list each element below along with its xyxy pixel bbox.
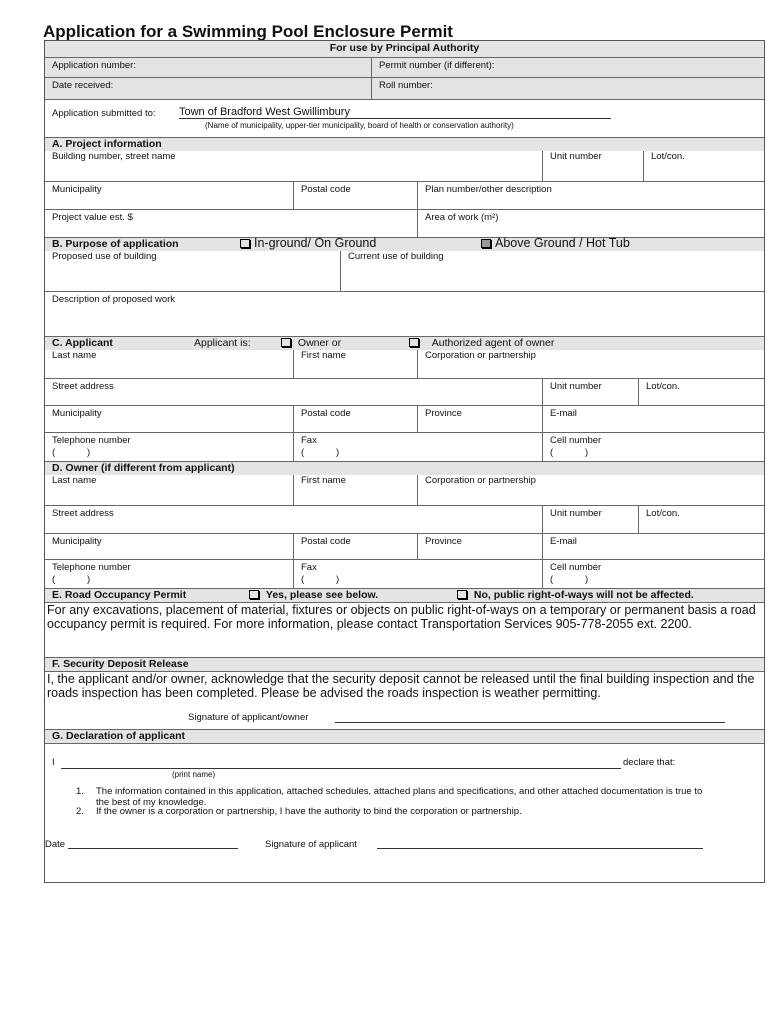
declaration-item-2: If the owner is a corporation or partnership, I have the authority to bind the corporation or partnership. bbox=[96, 806, 522, 817]
c-row-3 bbox=[45, 405, 764, 432]
d-fax-paren-open: ( bbox=[301, 574, 305, 585]
submitted-to-note: (Name of municipality, upper-tier municipality, board of health or conservation authority) bbox=[205, 121, 514, 130]
d-street-address-field[interactable]: Street address bbox=[52, 508, 114, 519]
road-no-option[interactable] bbox=[457, 589, 694, 601]
d-fax-paren-close: ) bbox=[336, 574, 340, 585]
agent-label: Authorized agent of owner bbox=[431, 337, 555, 349]
d-fax-field[interactable] bbox=[293, 560, 542, 588]
applicant-signature-label: Signature of applicant bbox=[265, 839, 357, 850]
c-lot-con-field[interactable]: Lot/con. bbox=[638, 379, 764, 405]
page-title: Application for a Swimming Pool Enclosure Permit bbox=[43, 22, 453, 41]
a-municipality-field[interactable]: Municipality bbox=[52, 184, 102, 195]
section-g-heading: G. Declaration of applicant bbox=[52, 730, 186, 742]
a-lot-con-field[interactable]: Lot/con. bbox=[643, 151, 764, 181]
inground-checkbox[interactable] bbox=[240, 239, 250, 248]
d-row-4 bbox=[45, 559, 764, 588]
security-signature-line[interactable] bbox=[335, 713, 725, 723]
authority-row-2 bbox=[45, 77, 764, 99]
c-telephone-paren-close: ) bbox=[87, 447, 91, 458]
road-no-label: No, public right-of-ways will not be affected. bbox=[473, 589, 694, 601]
c-street-address-field[interactable]: Street address bbox=[52, 381, 114, 392]
authority-header bbox=[45, 41, 764, 57]
security-signature-label: Signature of applicant/owner bbox=[188, 712, 309, 723]
section-d-heading: D. Owner (if different from applicant) bbox=[52, 462, 235, 474]
section-b-heading: B. Purpose of application bbox=[52, 238, 179, 250]
c-province-field[interactable]: Province bbox=[417, 406, 542, 432]
section-c-header bbox=[45, 336, 764, 350]
d-municipality-field[interactable]: Municipality bbox=[52, 536, 102, 547]
print-name-note: (print name) bbox=[172, 770, 216, 779]
c-last-name-field[interactable]: Last name bbox=[52, 350, 97, 361]
c-row-4 bbox=[45, 432, 764, 461]
c-municipality-field[interactable]: Municipality bbox=[52, 408, 102, 419]
date-label: Date bbox=[45, 839, 66, 850]
d-telephone-label: Telephone number bbox=[52, 562, 131, 573]
application-number-field[interactable]: Application number: bbox=[52, 60, 136, 71]
section-e-heading: E. Road Occupancy Permit bbox=[52, 589, 187, 601]
proposed-use-field[interactable]: Proposed use of building bbox=[52, 251, 157, 262]
section-c-heading: C. Applicant bbox=[52, 337, 113, 349]
inground-option[interactable] bbox=[240, 236, 376, 250]
a-row-2 bbox=[45, 181, 764, 209]
d-cell-paren-open: ( bbox=[550, 574, 554, 585]
d-last-name-field[interactable]: Last name bbox=[52, 475, 97, 486]
d-row-3 bbox=[45, 533, 764, 559]
c-corporation-field[interactable]: Corporation or partnership bbox=[417, 350, 764, 378]
d-province-field[interactable]: Province bbox=[417, 534, 542, 559]
agent-checkbox[interactable] bbox=[409, 338, 419, 347]
applicant-signature-line[interactable] bbox=[377, 837, 703, 849]
c-row-1 bbox=[45, 350, 764, 378]
submitted-to-field[interactable] bbox=[179, 106, 611, 119]
d-fax-label: Fax bbox=[301, 562, 317, 573]
a-row-1 bbox=[45, 151, 764, 181]
c-cell-paren-open: ( bbox=[550, 447, 554, 458]
date-line[interactable] bbox=[68, 837, 238, 849]
b-row-1 bbox=[45, 251, 764, 291]
d-unit-number-field[interactable]: Unit number bbox=[542, 506, 638, 533]
road-text-row bbox=[45, 602, 764, 657]
c-row-2 bbox=[45, 378, 764, 405]
owner-option[interactable] bbox=[281, 337, 341, 349]
c-fax-paren-close: ) bbox=[336, 447, 340, 458]
a-postal-code-field[interactable]: Postal code bbox=[293, 182, 417, 209]
above-ground-label: Above Ground / Hot Tub bbox=[495, 236, 630, 250]
d-telephone-paren-close: ) bbox=[87, 574, 91, 585]
d-corporation-field[interactable]: Corporation or partnership bbox=[417, 475, 764, 505]
authority-row-1 bbox=[45, 57, 764, 77]
d-telephone-paren-open: ( bbox=[52, 574, 56, 585]
d-cell-field[interactable] bbox=[542, 560, 764, 588]
above-ground-checkbox[interactable] bbox=[481, 239, 491, 248]
section-b-header bbox=[45, 237, 764, 251]
a-unit-number-field[interactable]: Unit number bbox=[542, 151, 643, 181]
date-received-field[interactable]: Date received: bbox=[52, 80, 114, 91]
c-fax-field[interactable] bbox=[293, 433, 542, 461]
security-deposit-text: I, the applicant and/or owner, acknowledge that the security deposit cannot be released until the final building inspection and the roads inspection has been completed. Please be advised the roads inspection is weather permitting. bbox=[47, 672, 755, 700]
declare-that-label: declare that: bbox=[623, 757, 676, 768]
road-yes-checkbox[interactable] bbox=[249, 590, 259, 599]
submitted-to-value: Town of Bradford West Gwillimbury bbox=[179, 106, 350, 118]
inground-label: In-ground/ On Ground bbox=[254, 236, 377, 250]
applicant-is-label: Applicant is: bbox=[194, 337, 251, 349]
roll-number-field[interactable]: Roll number: bbox=[371, 78, 764, 99]
c-telephone-field[interactable] bbox=[45, 433, 293, 461]
permit-number-field[interactable]: Permit number (if different): bbox=[371, 58, 764, 77]
d-first-name-field[interactable]: First name bbox=[293, 475, 417, 505]
c-cell-label: Cell number bbox=[550, 435, 602, 446]
agent-option[interactable] bbox=[409, 337, 554, 349]
d-telephone-field[interactable] bbox=[45, 560, 293, 588]
d-postal-code-field[interactable]: Postal code bbox=[293, 534, 417, 559]
d-cell-paren-close: ) bbox=[585, 574, 589, 585]
c-cell-field[interactable] bbox=[542, 433, 764, 461]
section-e-header bbox=[45, 588, 764, 602]
current-use-field[interactable]: Current use of building bbox=[340, 251, 764, 291]
item-2-number: 2. bbox=[76, 806, 84, 817]
print-name-line[interactable] bbox=[61, 755, 621, 769]
c-email-field[interactable]: E-mail bbox=[542, 406, 764, 432]
above-ground-option[interactable] bbox=[481, 236, 630, 250]
c-unit-number-field[interactable]: Unit number bbox=[542, 379, 638, 405]
d-row-2 bbox=[45, 505, 764, 533]
section-f-header bbox=[45, 657, 764, 671]
c-fax-paren-open: ( bbox=[301, 447, 305, 458]
road-yes-label: Yes, please see below. bbox=[265, 589, 379, 601]
item-1-number: 1. bbox=[76, 786, 84, 797]
section-g-header bbox=[45, 729, 764, 743]
project-value-field[interactable]: Project value est. $ bbox=[52, 212, 133, 223]
c-telephone-paren-open: ( bbox=[52, 447, 56, 458]
owner-label: Owner or bbox=[297, 337, 342, 349]
c-fax-label: Fax bbox=[301, 435, 317, 446]
d-lot-con-field[interactable]: Lot/con. bbox=[638, 506, 764, 533]
b-row-2 bbox=[45, 291, 764, 336]
d-email-field[interactable]: E-mail bbox=[542, 534, 764, 559]
c-telephone-label: Telephone number bbox=[52, 435, 131, 446]
section-f-heading: F. Security Deposit Release bbox=[52, 658, 189, 670]
declaration-item-1: The information contained in this application, attached schedules, attached plans and specifications, and other attached documentation is true to the best of my knowledge. bbox=[96, 786, 703, 808]
declaration-i-label: I bbox=[52, 757, 55, 768]
security-text-row bbox=[45, 671, 764, 729]
submitted-to-label: Application submitted to: bbox=[52, 108, 156, 119]
submitted-to-row bbox=[45, 99, 764, 137]
plan-number-field[interactable]: Plan number/other description bbox=[417, 182, 764, 209]
d-row-1 bbox=[45, 475, 764, 505]
c-first-name-field[interactable]: First name bbox=[293, 350, 417, 378]
area-of-work-field[interactable]: Area of work (m²) bbox=[417, 210, 764, 237]
road-occupancy-text: For any excavations, placement of material, fixtures or objects on public right-of-ways on a temporary or permanent basis a road occupancy permit is required. For more information, please contact Transportation Services 905-778-2055 ext. 2200. bbox=[47, 603, 756, 631]
declaration-row bbox=[45, 743, 764, 882]
road-no-checkbox[interactable] bbox=[457, 590, 467, 599]
c-cell-paren-close: ) bbox=[585, 447, 589, 458]
authority-header-label: For use by Principal Authority bbox=[329, 42, 480, 54]
permit-form bbox=[44, 40, 765, 883]
description-field[interactable]: Description of proposed work bbox=[52, 294, 176, 305]
section-a-header bbox=[45, 137, 764, 151]
d-cell-label: Cell number bbox=[550, 562, 602, 573]
c-postal-code-field[interactable]: Postal code bbox=[293, 406, 417, 432]
a-row-3 bbox=[45, 209, 764, 237]
owner-checkbox[interactable] bbox=[281, 338, 291, 347]
section-a-heading: A. Project information bbox=[52, 138, 162, 150]
road-yes-option[interactable] bbox=[249, 589, 378, 601]
building-number-field[interactable]: Building number, street name bbox=[52, 151, 176, 162]
section-d-header bbox=[45, 461, 764, 475]
